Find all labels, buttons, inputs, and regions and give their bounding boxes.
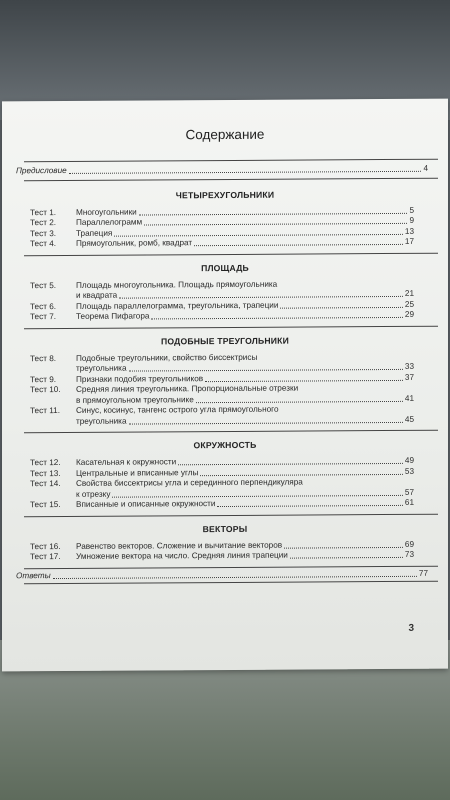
entry-page: 29 — [404, 309, 414, 319]
dot-leader — [53, 575, 417, 578]
page-title: Содержание — [185, 126, 265, 143]
toc-row — [30, 455, 414, 468]
test-number: Тест 5. — [30, 280, 57, 290]
test-number: Тест 10. — [30, 385, 61, 395]
entry-title: Равенство векторов. Сложение и вычитание векторов — [76, 540, 283, 551]
entry-title: Прямоугольник, ромб, квадрат — [76, 238, 193, 248]
entry-page: 53 — [404, 466, 414, 476]
entry-title: Площадь многоугольника. Площадь прямоугольника — [76, 279, 278, 290]
dot-leader — [119, 296, 403, 299]
test-number: Тест 3. — [30, 228, 57, 238]
dot-leader — [217, 505, 403, 507]
entry-page: 37 — [404, 372, 414, 382]
dot-leader — [69, 171, 421, 174]
dot-leader — [151, 317, 403, 320]
entry-title: Признаки подобия треугольников — [76, 373, 204, 384]
test-number: Тест 4. — [30, 239, 57, 249]
entry-title: Многоугольники — [76, 207, 137, 217]
dot-leader — [112, 494, 403, 497]
dot-leader — [205, 379, 403, 381]
toc-row-intro — [16, 163, 428, 176]
section-heading: ЧЕТЫРЕХУГОЛЬНИКИ — [175, 189, 275, 200]
dot-leader — [284, 546, 403, 548]
entry-title: к отрезку — [76, 489, 111, 499]
test-number: Тест 9. — [30, 374, 57, 384]
test-number: Тест 17. — [30, 552, 61, 562]
section-heading: ПОДОБНЫЕ ТРЕУГОЛЬНИКИ — [161, 335, 289, 346]
entry-page: 61 — [404, 497, 414, 507]
section-heading: ПЛОЩАДЬ — [201, 262, 249, 273]
entry-page: 49 — [404, 455, 414, 465]
entry-page: 69 — [404, 539, 414, 549]
toc-row — [30, 539, 414, 551]
entry-title: треугольника — [76, 416, 127, 426]
toc-row — [30, 205, 414, 217]
entry-page: 21 — [404, 288, 414, 298]
test-number: Тест 12. — [30, 458, 61, 468]
entry-title: Параллелограмм — [76, 217, 143, 227]
divider — [24, 159, 438, 163]
entry-title: в прямоугольном треугольнике — [76, 394, 194, 405]
test-number: Тест 16. — [30, 541, 61, 551]
intro-page: 4 — [423, 163, 428, 173]
entry-title: Синус, косинус, тангенс острого угла прямоугольного — [76, 404, 279, 415]
section-heading: ОКРУЖНОСТЬ — [193, 439, 257, 451]
divider — [24, 252, 438, 256]
entry-page: 17 — [404, 236, 414, 246]
entry-page: 13 — [404, 226, 414, 236]
entry-title: Теорема Пифагора — [76, 311, 150, 321]
dot-leader — [178, 463, 403, 465]
entry-title: Средняя линия треугольника. Пропорциональные отрезки — [76, 383, 299, 394]
entry-page: 73 — [404, 549, 414, 559]
toc-row — [30, 351, 414, 363]
answers-page: 77 — [418, 568, 428, 578]
entry-title: Свойства биссектрисы угла и серединного перпендикуляра — [76, 477, 303, 488]
test-number: Тест 1. — [30, 207, 57, 217]
page-number: 3 — [408, 622, 414, 634]
entry-title: треугольника — [76, 363, 127, 373]
test-number: Тест 11. — [30, 406, 60, 416]
intro-label: Предисловие — [16, 165, 67, 176]
entry-title: и квадрата — [76, 290, 118, 300]
entry-page: 33 — [404, 361, 414, 371]
divider — [24, 430, 438, 434]
test-number: Тест 15. — [30, 500, 61, 510]
dot-leader — [129, 421, 403, 424]
entry-title: Центральные и вписанные углы — [76, 467, 199, 478]
toc-row — [30, 278, 414, 290]
entry-page: 57 — [404, 487, 414, 497]
test-number: Тест 14. — [30, 479, 61, 489]
test-number: Тест 7. — [30, 312, 57, 322]
dot-leader — [290, 557, 403, 559]
test-number: Тест 6. — [30, 301, 57, 311]
dot-leader — [144, 223, 407, 226]
entry-page: 25 — [404, 299, 414, 309]
toc-row-answers — [16, 568, 428, 580]
test-number: Тест 2. — [30, 218, 57, 228]
entry-title: Подобные треугольники, свойство биссектрисы — [76, 352, 258, 363]
dot-leader — [194, 244, 403, 246]
divider — [24, 513, 438, 517]
entry-page: 41 — [404, 393, 414, 403]
dot-leader — [200, 473, 403, 475]
section-heading: ВЕКТОРЫ — [202, 523, 248, 534]
entry-page: 5 — [409, 205, 414, 215]
test-number: Тест 8. — [30, 353, 57, 363]
divider — [24, 325, 438, 329]
dot-leader — [114, 233, 403, 236]
entry-title: Вписанные и описанные окружности — [76, 499, 216, 509]
entry-page: 9 — [409, 215, 414, 225]
book-page — [2, 99, 448, 672]
dot-leader — [196, 400, 403, 402]
test-number: Тест 13. — [30, 468, 61, 478]
divider — [24, 565, 438, 569]
divider — [24, 581, 438, 585]
divider — [24, 177, 438, 181]
dot-leader — [139, 212, 407, 215]
entry-title: Умножение вектора на число. Средняя линия трапеции — [76, 550, 288, 561]
dot-leader — [129, 369, 403, 372]
entry-title: Трапеция — [76, 228, 113, 238]
dot-leader — [280, 306, 403, 308]
entry-title: Площадь параллелограмма, треугольника, трапеции — [76, 300, 279, 311]
entry-page: 45 — [404, 414, 414, 424]
entry-title: Касательная к окружности — [76, 457, 177, 467]
answers-label: Ответы — [16, 570, 51, 580]
